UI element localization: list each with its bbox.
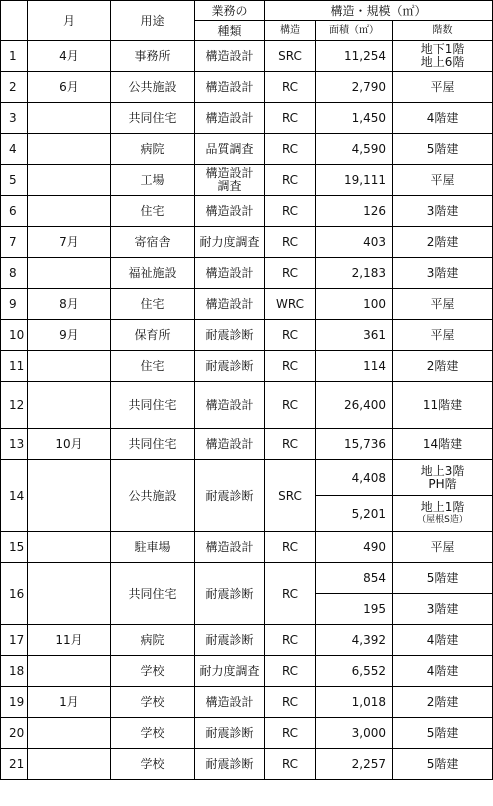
- month-cell: [28, 165, 111, 196]
- month-cell: [28, 460, 111, 532]
- header-use: 用途: [111, 1, 195, 41]
- structure-cell: RC: [265, 563, 316, 625]
- floors-cell: 11階建: [393, 382, 493, 429]
- row-number: 18: [1, 656, 28, 687]
- type-line-1: 構造設計: [205, 166, 254, 180]
- area-cell: 1,450: [316, 103, 393, 134]
- table-row: [1, 656, 493, 687]
- structure-cell: RC: [265, 351, 316, 382]
- table-row: [1, 563, 493, 594]
- row-number: 3: [1, 103, 28, 134]
- row-number: 10: [1, 320, 28, 351]
- table-row: [1, 749, 493, 780]
- floors-note: （屋根S造）: [417, 514, 468, 525]
- table-row: [1, 289, 493, 320]
- floors-cell: 平屋: [393, 289, 493, 320]
- structure-cell: RC: [265, 382, 316, 429]
- type-cell: 構造設計: [195, 196, 265, 227]
- type-cell: 耐力度調査: [195, 656, 265, 687]
- floors-cell: [393, 460, 493, 496]
- row-number: 2: [1, 72, 28, 103]
- month-cell: [28, 196, 111, 227]
- floors-cell: 平屋: [393, 72, 493, 103]
- row-number: 1: [1, 41, 28, 72]
- floors-cell: 4階建: [393, 656, 493, 687]
- structure-cell: RC: [265, 72, 316, 103]
- month-cell: [28, 382, 111, 429]
- floors-cell: 平屋: [393, 320, 493, 351]
- row-number: 5: [1, 165, 28, 196]
- use-cell: 福祉施設: [111, 258, 195, 289]
- row-number: 16: [1, 563, 28, 625]
- area-cell: 15,736: [316, 429, 393, 460]
- floors-cell: 3階建: [393, 258, 493, 289]
- type-cell: 耐震診断: [195, 718, 265, 749]
- month-cell: 1月: [28, 687, 111, 718]
- structure-cell: RC: [265, 227, 316, 258]
- use-cell: 病院: [111, 134, 195, 165]
- use-cell: 学校: [111, 718, 195, 749]
- header-business-sub: 種類: [195, 21, 265, 41]
- area-cell: 4,392: [316, 625, 393, 656]
- structure-cell: RC: [265, 625, 316, 656]
- row-number: 21: [1, 749, 28, 780]
- structure-cell: RC: [265, 656, 316, 687]
- row-number: 12: [1, 382, 28, 429]
- floors-cell: 平屋: [393, 532, 493, 563]
- month-cell: [28, 532, 111, 563]
- area-cell: 4,590: [316, 134, 393, 165]
- row-number: 8: [1, 258, 28, 289]
- type-cell: 耐震診断: [195, 351, 265, 382]
- type-cell: 構造設計: [195, 41, 265, 72]
- area-cell: 4,408: [316, 460, 393, 496]
- type-cell: 構造設計: [195, 258, 265, 289]
- row-number: 15: [1, 532, 28, 563]
- type-cell: 耐震診断: [195, 460, 265, 532]
- type-cell: 構造設計: [195, 103, 265, 134]
- type-cell: 構造設計: [195, 532, 265, 563]
- table-row: [1, 72, 493, 103]
- month-cell: 11月: [28, 625, 111, 656]
- structure-cell: RC: [265, 687, 316, 718]
- type-cell: 構造設計: [195, 429, 265, 460]
- structure-cell: SRC: [265, 460, 316, 532]
- table-row: [1, 625, 493, 656]
- floors-line-1: 地上1階: [420, 499, 465, 514]
- table-row: [1, 196, 493, 227]
- floors-cell: 4階建: [393, 103, 493, 134]
- structure-cell: SRC: [265, 41, 316, 72]
- use-cell: 住宅: [111, 196, 195, 227]
- table-row: [1, 532, 493, 563]
- use-cell: 学校: [111, 687, 195, 718]
- structure-cell: RC: [265, 429, 316, 460]
- floors-cell: 5階建: [393, 749, 493, 780]
- area-cell: 2,183: [316, 258, 393, 289]
- floors-cell: 平屋: [393, 165, 493, 196]
- row-number: 7: [1, 227, 28, 258]
- table-row: [1, 258, 493, 289]
- floors-cell: 5階建: [393, 563, 493, 594]
- floors-cell: [393, 41, 493, 72]
- row-number: 6: [1, 196, 28, 227]
- row-number: 19: [1, 687, 28, 718]
- area-cell: 195: [316, 594, 393, 625]
- area-cell: 2,790: [316, 72, 393, 103]
- type-cell: 耐震診断: [195, 320, 265, 351]
- type-cell: 耐震診断: [195, 563, 265, 625]
- structure-cell: RC: [265, 320, 316, 351]
- use-cell: 住宅: [111, 289, 195, 320]
- table-row: [1, 134, 493, 165]
- area-cell: 490: [316, 532, 393, 563]
- floors-cell: 5階建: [393, 718, 493, 749]
- month-cell: 6月: [28, 72, 111, 103]
- header-floors: 階数: [393, 21, 493, 41]
- month-cell: 9月: [28, 320, 111, 351]
- table-row: [1, 41, 493, 72]
- structure-cell: RC: [265, 258, 316, 289]
- use-cell: 共同住宅: [111, 103, 195, 134]
- row-number: 4: [1, 134, 28, 165]
- type-cell: 構造設計: [195, 382, 265, 429]
- use-cell: 学校: [111, 749, 195, 780]
- use-cell: 駐車場: [111, 532, 195, 563]
- table-row: [1, 320, 493, 351]
- area-cell: 100: [316, 289, 393, 320]
- use-cell: 学校: [111, 656, 195, 687]
- table-row: [1, 351, 493, 382]
- row-number: 9: [1, 289, 28, 320]
- area-cell: 361: [316, 320, 393, 351]
- area-cell: 11,254: [316, 41, 393, 72]
- type-cell: [195, 165, 265, 196]
- table-row: [1, 103, 493, 134]
- area-cell: 1,018: [316, 687, 393, 718]
- floors-cell: 2階建: [393, 687, 493, 718]
- month-cell: 8月: [28, 289, 111, 320]
- structure-cell: RC: [265, 749, 316, 780]
- area-cell: 2,257: [316, 749, 393, 780]
- type-cell: 耐力度調査: [195, 227, 265, 258]
- floors-cell: 4階建: [393, 625, 493, 656]
- use-cell: 工場: [111, 165, 195, 196]
- header-no: [1, 1, 28, 41]
- structure-cell: WRC: [265, 289, 316, 320]
- structure-cell: RC: [265, 532, 316, 563]
- row-number: 11: [1, 351, 28, 382]
- table-row: [1, 460, 493, 496]
- table-row: [1, 429, 493, 460]
- use-cell: 寄宿舎: [111, 227, 195, 258]
- table-row: [1, 718, 493, 749]
- type-line-2: 調査: [217, 179, 242, 193]
- month-cell: 7月: [28, 227, 111, 258]
- floors-cell: 2階建: [393, 351, 493, 382]
- header-row-top: [1, 1, 493, 21]
- area-cell: 5,201: [316, 496, 393, 532]
- use-cell: 保育所: [111, 320, 195, 351]
- month-cell: 10月: [28, 429, 111, 460]
- floors-cell: 3階建: [393, 594, 493, 625]
- row-number: 20: [1, 718, 28, 749]
- type-cell: 品質調査: [195, 134, 265, 165]
- floors-cell: 3階建: [393, 196, 493, 227]
- type-cell: 耐震診断: [195, 749, 265, 780]
- area-cell: 126: [316, 196, 393, 227]
- structure-cell: RC: [265, 134, 316, 165]
- floors-line-2: 地上6階: [420, 55, 465, 69]
- month-cell: [28, 351, 111, 382]
- type-cell: 構造設計: [195, 72, 265, 103]
- floors-line-1: 地下1階: [420, 42, 465, 56]
- header-month: 月: [28, 1, 111, 41]
- row-number: 17: [1, 625, 28, 656]
- structure-cell: RC: [265, 103, 316, 134]
- area-cell: 19,111: [316, 165, 393, 196]
- use-cell: 病院: [111, 625, 195, 656]
- area-cell: 6,552: [316, 656, 393, 687]
- use-cell: 共同住宅: [111, 429, 195, 460]
- floors-cell: 14階建: [393, 429, 493, 460]
- type-cell: 構造設計: [195, 289, 265, 320]
- row-number: 13: [1, 429, 28, 460]
- area-cell: 854: [316, 563, 393, 594]
- table-row: [1, 165, 493, 196]
- floors-line-1: 地上3階: [420, 463, 465, 478]
- month-cell: [28, 718, 111, 749]
- structure-cell: RC: [265, 718, 316, 749]
- floors-cell: 5階建: [393, 134, 493, 165]
- area-cell: 403: [316, 227, 393, 258]
- month-cell: [28, 134, 111, 165]
- use-cell: 共同住宅: [111, 563, 195, 625]
- row-number: 14: [1, 460, 28, 532]
- table-row: [1, 227, 493, 258]
- type-cell: 耐震診断: [195, 625, 265, 656]
- structure-cell: RC: [265, 196, 316, 227]
- use-cell: 共同住宅: [111, 382, 195, 429]
- use-cell: 住宅: [111, 351, 195, 382]
- month-cell: 4月: [28, 41, 111, 72]
- month-cell: [28, 656, 111, 687]
- header-business-top: 業務の: [195, 1, 265, 21]
- month-cell: [28, 258, 111, 289]
- table-row: [1, 382, 493, 429]
- use-cell: 公共施設: [111, 72, 195, 103]
- structure-cell: RC: [265, 165, 316, 196]
- month-cell: [28, 563, 111, 625]
- floors-line-2: PH階: [428, 476, 457, 491]
- use-cell: 事務所: [111, 41, 195, 72]
- area-cell: 26,400: [316, 382, 393, 429]
- area-cell: 114: [316, 351, 393, 382]
- month-cell: [28, 749, 111, 780]
- month-cell: [28, 103, 111, 134]
- table-row: [1, 687, 493, 718]
- type-cell: 構造設計: [195, 687, 265, 718]
- floors-cell: [393, 496, 493, 532]
- header-area: 面積（㎡）: [316, 21, 393, 41]
- header-scale: 構造・規模（㎡）: [265, 1, 493, 21]
- floors-cell: 2階建: [393, 227, 493, 258]
- use-cell: 公共施設: [111, 460, 195, 532]
- area-cell: 3,000: [316, 718, 393, 749]
- header-structure: 構造: [265, 21, 316, 41]
